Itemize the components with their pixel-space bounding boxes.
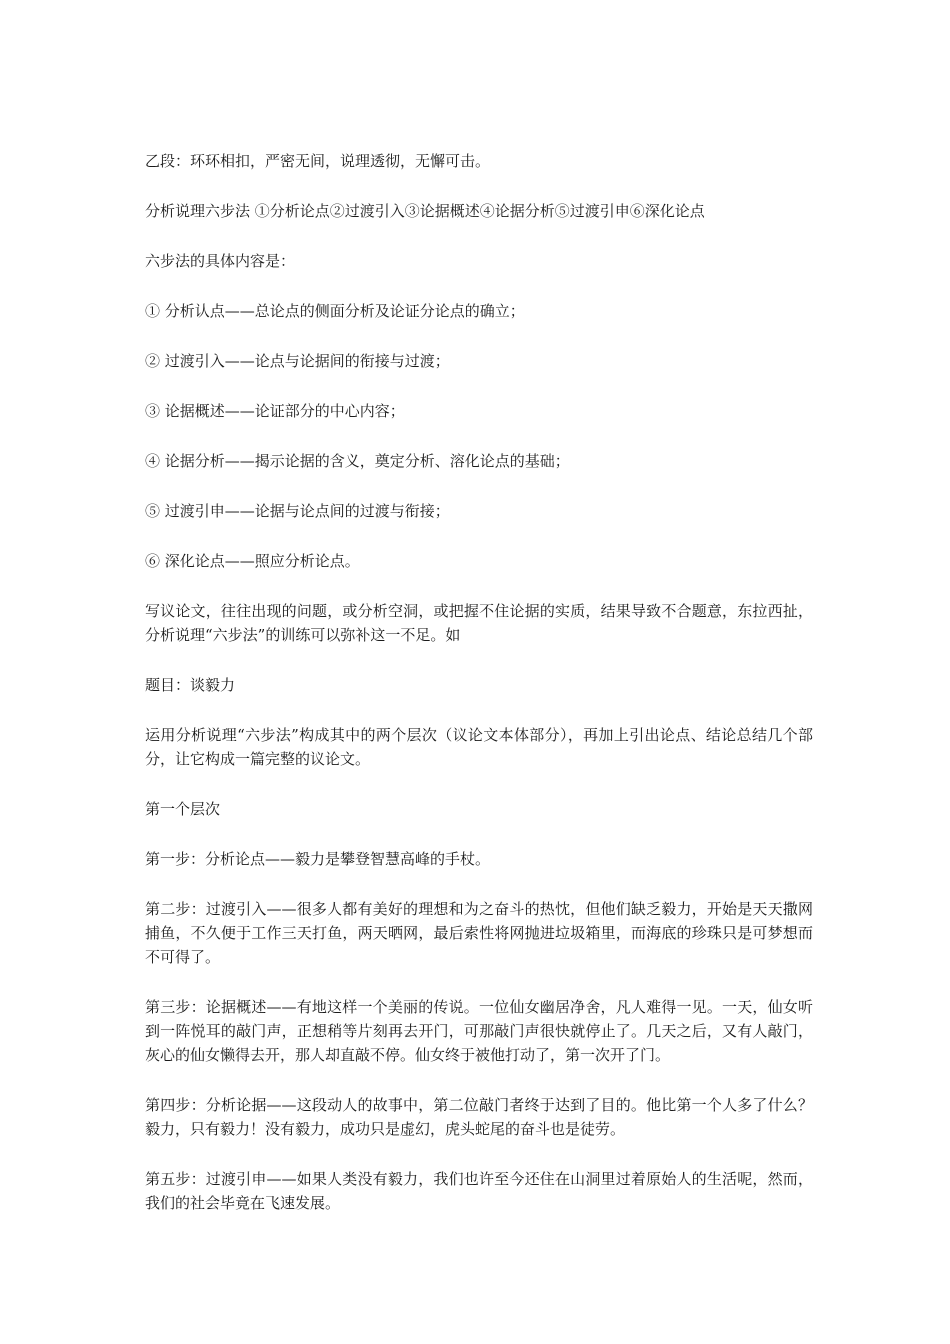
paragraph-step-2: ② 过渡引入——论点与论据间的衔接与过渡； [145,352,450,370]
document-body [145,149,813,1241]
paragraph-application: 运用分析说理“六步法”构成其中的两个层次（议论文本体部分），再加上引出论点、结论总结几个部分，让它构成一篇完整的议论文。 [145,726,813,768]
paragraph-step-4: ④ 论据分析——揭示论据的含义，奠定分析、溶化论点的基础； [145,452,570,470]
paragraph-second-step: 第二步：过渡引入——很多人都有美好的理想和为之奋斗的热忱，但他们缺乏毅力，开始是天天撒网捕鱼，不久便于工作三天打鱼，两天晒网，最后索性将网抛进垃圾箱里，而海底的珍珠只是可梦想而不可得了。 [145,900,813,966]
paragraph-first-level: 第一个层次 [145,800,221,818]
paragraph-writing-problems: 写议论文，往往出现的问题，或分析空洞，或把握不住论据的实质，结果导致不合题意，东拉西扯，分析说理“六步法”的训练可以弥补这一不足。如 [145,602,813,644]
paragraph-six-steps-intro: 六步法的具体内容是： [145,252,296,270]
paragraph-third-step: 第三步：论据概述——有地这样一个美丽的传说。一位仙女幽居净舍，凡人难得一见。一天，仙女听到一阵悦耳的敲门声，正想稍等片刻再去开门，可那敲门声很快就停止了。几天之后，又有人敲门，灰心的仙女懒得去开，那人却直敲不停。仙女终于被他打动了，第一次开了门。 [145,998,813,1064]
paragraph-step-1: ① 分析认点——总论点的侧面分析及论证分论点的确立； [145,302,525,320]
paragraph-first-step: 第一步：分析论点——毅力是攀登智慧高峰的手杖。 [145,850,491,868]
paragraph-section-b: 乙段：环环相扣，严密无间，说理透彻，无懈可击。 [145,152,491,170]
paragraph-topic: 题目：谈毅力 [145,676,236,694]
paragraph-six-steps-title: 分析说理六步法 ①分析论点②过渡引入③论据概述④论据分析⑤过渡引申⑥深化论点 [145,202,705,220]
paragraph-step-6: ⑥ 深化论点——照应分析论点。 [145,552,360,570]
paragraph-step-5: ⑤ 过渡引申——论据与论点间的过渡与衔接； [145,502,450,520]
paragraph-step-3: ③ 论据概述——论证部分的中心内容； [145,402,405,420]
paragraph-fourth-step: 第四步：分析论据——这段动人的故事中，第二位敲门者终于达到了目的。他比第一个人多了什么？毅力，只有毅力！没有毅力，成功只是虚幻，虎头蛇尾的奋斗也是徒劳。 [145,1096,813,1138]
paragraph-fifth-step: 第五步：过渡引申——如果人类没有毅力，我们也许至今还住在山洞里过着原始人的生活呢，然而，我们的社会毕竟在飞速发展。 [145,1170,813,1212]
